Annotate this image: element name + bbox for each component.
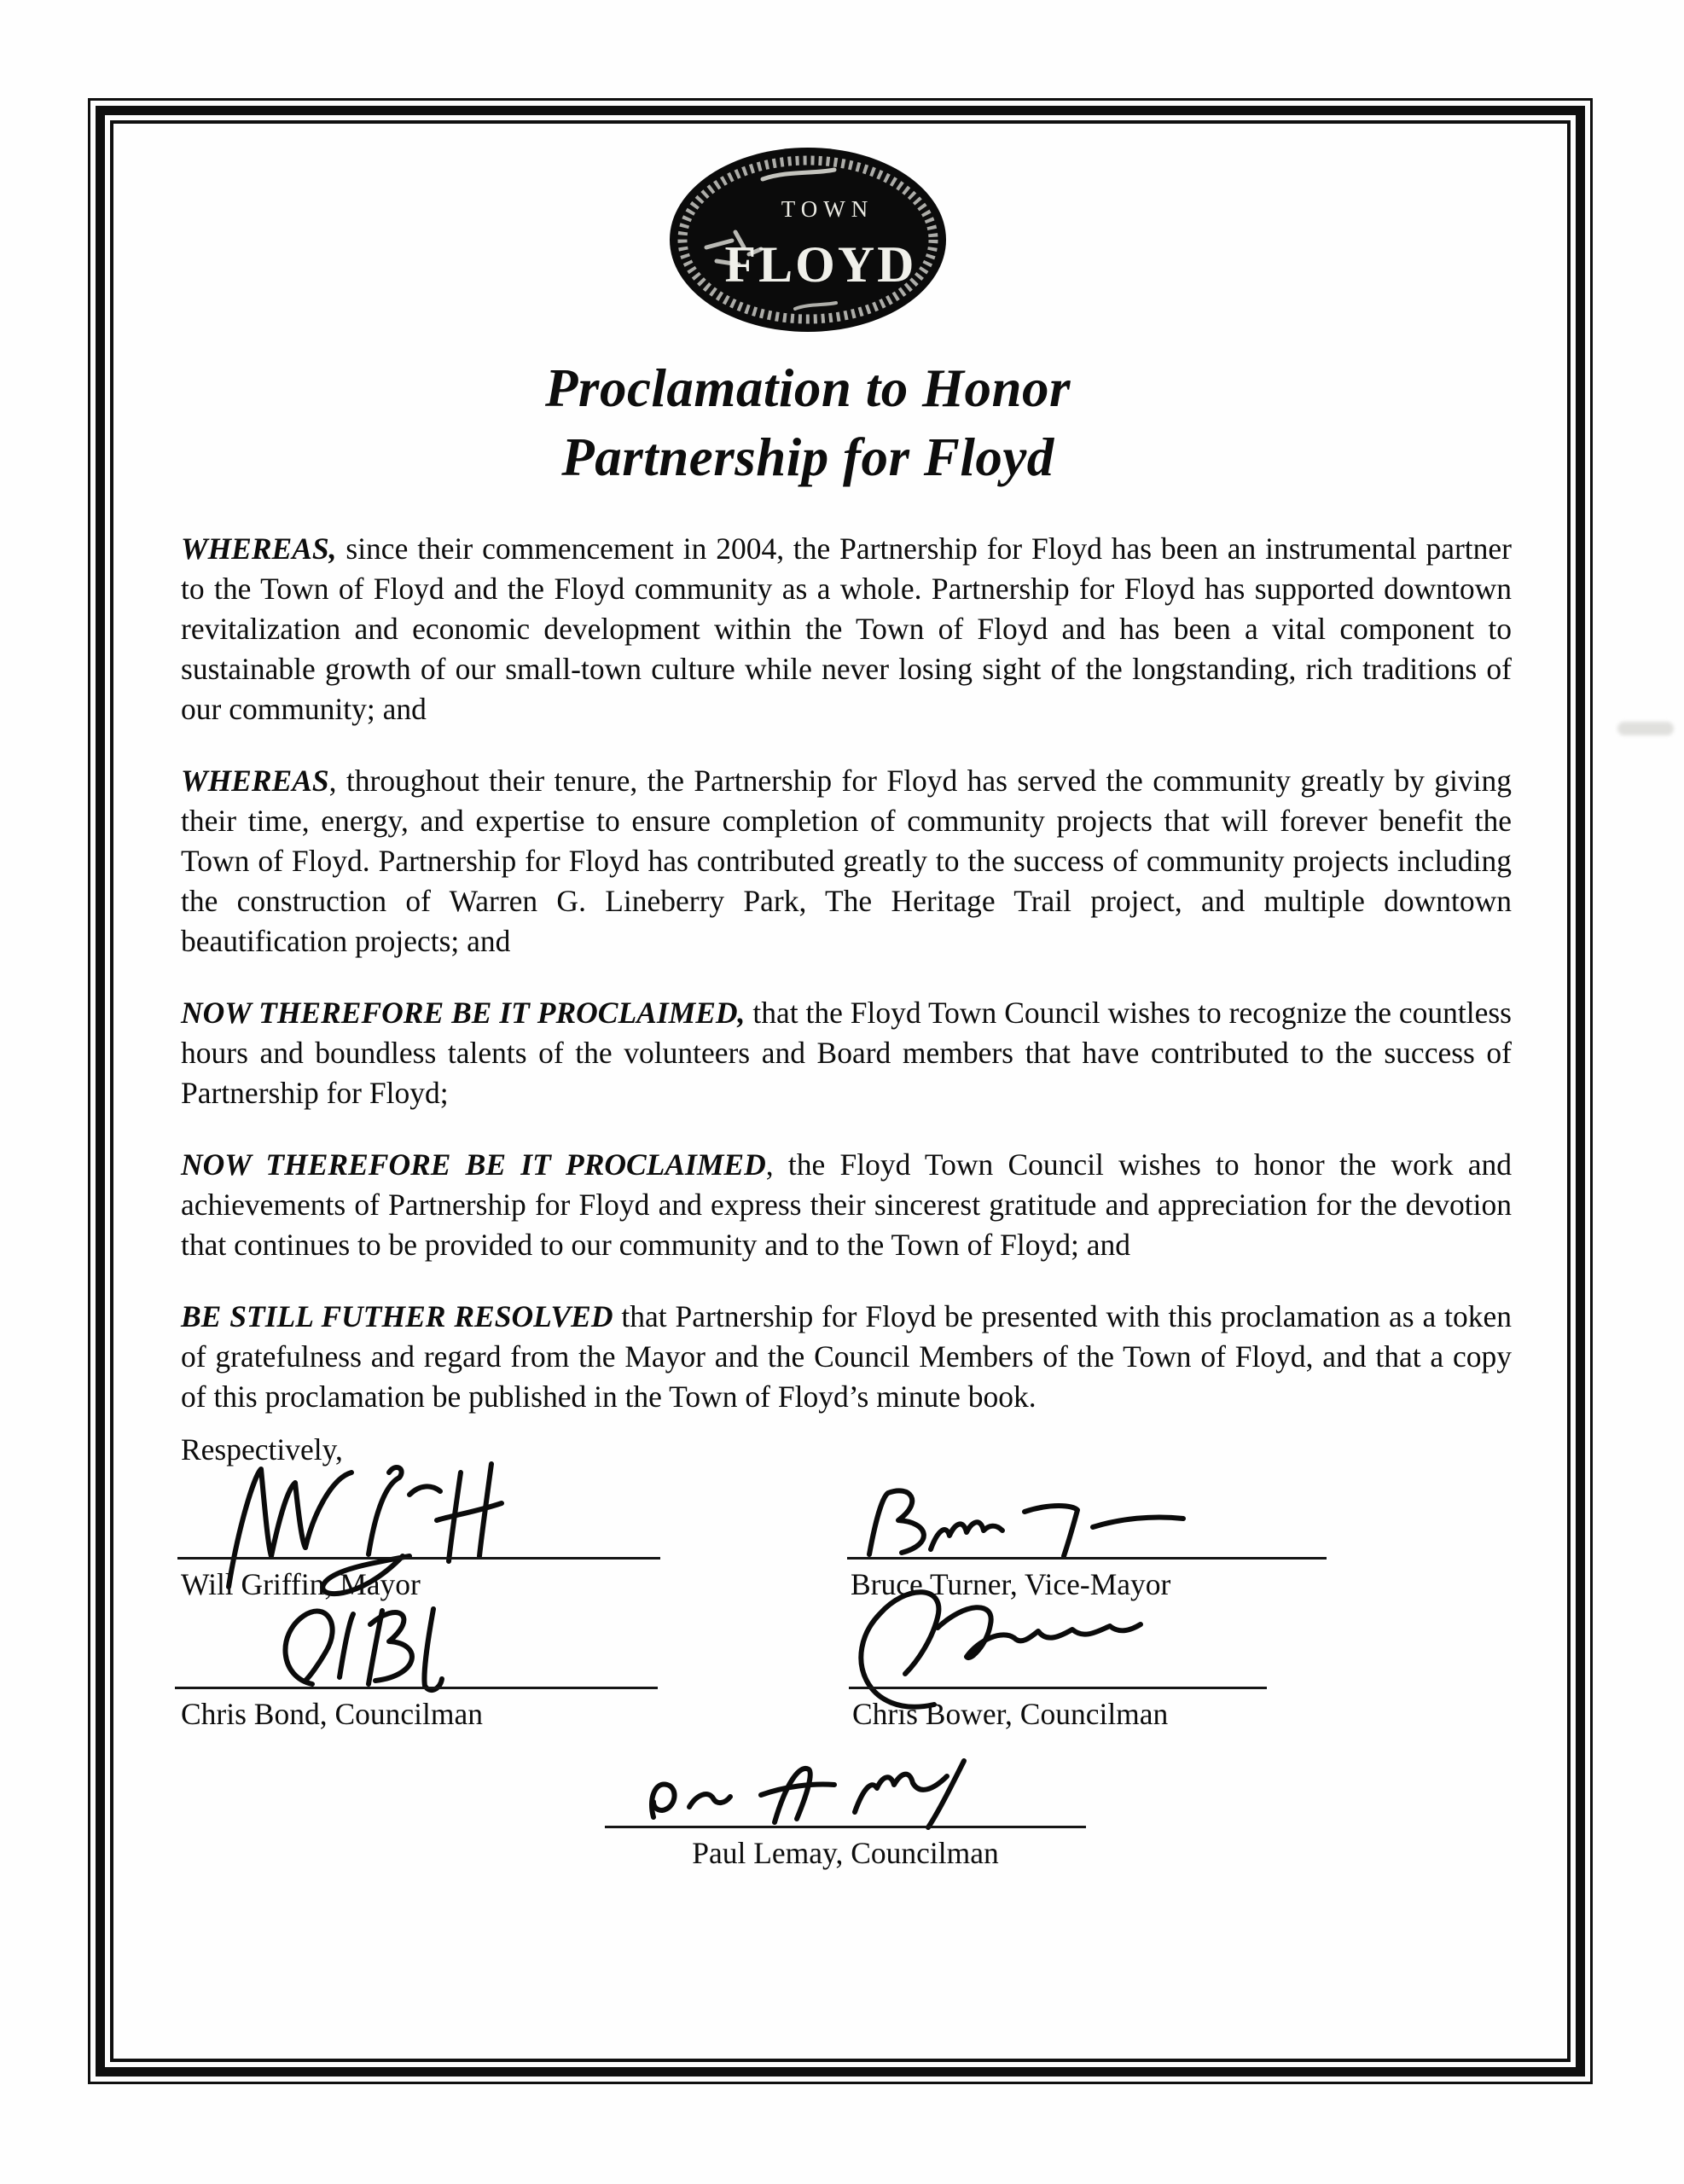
signature-chris-bond [256, 1597, 529, 1695]
paragraph-1-text: since their commencement in 2004, the Partnership for Floyd has been an instrumental partner to the Town of Floyd and the Floyd community as a whole. Partnership for Floyd has supported downtown revitalization and economic development within the Town of Floyd and has been a vital component to sustainable growth of our small-town culture while never losing sight of the longstanding, rich traditions of our community; and [181, 531, 1512, 726]
town-of-floyd-seal-icon [667, 145, 949, 334]
paragraph-3-text: that the Floyd Town Council wishes to recognize the countless hours and boundless talents of the volunteers and Board members that have contributed to the success of Partnership for Floyd; [181, 996, 1512, 1110]
paragraph-3-lead: NOW THEREFORE BE IT PROCLAIMED, [181, 996, 746, 1030]
seal-town-label: TOWN [781, 196, 874, 222]
title-line-1: Proclamation to Honor [544, 358, 1071, 418]
title-line-2: Partnership for Floyd [561, 427, 1054, 487]
document-title [0, 354, 1616, 492]
signature-line-councilman-lemay [605, 1826, 1086, 1828]
signature-line-mayor [177, 1557, 660, 1560]
paragraph-whereas-1 [181, 529, 1512, 729]
paragraph-5-lead: BE STILL FUTHER RESOLVED [181, 1299, 613, 1333]
paragraph-4-text: , the Floyd Town Council wishes to honor the work and achievements of Partnership for Floyd and express their sincerest gratitude and appreciation for the devotion that continues to be provided to our community and to the Town of Floyd; and [181, 1147, 1512, 1262]
signer-name-vice-mayor: Bruce Turner, Vice-Mayor [851, 1567, 1171, 1601]
scan-smudge [1617, 722, 1674, 735]
paragraph-2-lead: WHEREAS [181, 764, 329, 798]
paragraph-1-lead: WHEREAS, [181, 531, 337, 566]
seal-floyd-label: FLOYD [724, 236, 917, 293]
signature-bruce-turner [849, 1483, 1207, 1564]
signer-name-councilman-bower: Chris Bower, Councilman [852, 1697, 1169, 1731]
signature-line-councilman-bond [175, 1687, 658, 1689]
paragraph-proclaimed-1 [181, 993, 1512, 1113]
paragraph-4-lead: NOW THEREFORE BE IT PROCLAIMED [181, 1147, 766, 1182]
signature-chris-bower [806, 1577, 1224, 1713]
signature-paul-lemay [631, 1751, 1066, 1833]
closing-salutation: Respectively, [181, 1432, 343, 1467]
signature-line-councilman-bower [849, 1687, 1267, 1689]
paragraph-proclaimed-2 [181, 1145, 1512, 1265]
paragraph-whereas-2 [181, 761, 1512, 961]
document-body [181, 529, 1512, 1449]
signature-line-vice-mayor [847, 1557, 1327, 1560]
paragraph-2-text: , throughout their tenure, the Partnership for Floyd has served the community greatly by giving their time, energy, and expertise to ensure completion of community projects that will forever benefit the Town of Floyd. Partnership for Floyd has contributed greatly to the success of community projects including the construction of Warren G. Lineberry Park, The Heritage Trail project, and multiple downtown beautification projects; and [181, 764, 1512, 958]
signer-name-councilman-lemay: Paul Lemay, Councilman [692, 1836, 999, 1870]
paragraph-resolved [181, 1297, 1512, 1417]
town-seal [0, 145, 1616, 339]
paragraph-5-text: that Partnership for Floyd be presented with this proclamation as a token of gratefulness and regard from the Mayor and the Council Members of the Town of Floyd, and that a copy of this proclamation be published in the Town of Floyd’s minute book. [181, 1299, 1512, 1414]
signer-name-mayor: Will Griffin, Mayor [181, 1567, 421, 1601]
signer-name-councilman-bond: Chris Bond, Councilman [181, 1697, 484, 1731]
